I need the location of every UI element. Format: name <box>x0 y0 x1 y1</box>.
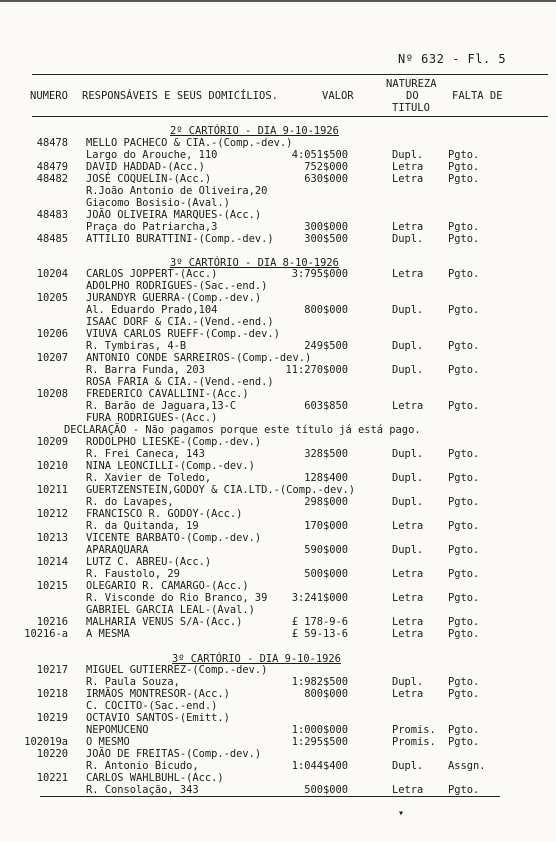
table-row <box>0 664 556 676</box>
cell-num: 48479 <box>36 161 68 173</box>
table-row <box>0 436 556 448</box>
table-row <box>0 532 556 544</box>
cell-falta: Pgto. <box>448 616 480 628</box>
cell-val: 170$000 <box>304 520 348 532</box>
cell-desc: R. Paula Souza, <box>86 676 180 688</box>
cell-val: 1:982$500 <box>291 676 348 688</box>
page-number: Nº 632 - Fl. 5 <box>398 52 507 66</box>
cell-falta: Pgto. <box>448 221 480 233</box>
cell-num: 10219 <box>36 712 68 724</box>
cell-desc: ADOLPHO RODRIGUES-(Sac.-end.) <box>86 280 268 292</box>
cell-desc: JOÃO DE FREITAS-(Comp.-dev.) <box>86 748 262 760</box>
cell-val: 1:295$500 <box>291 736 348 748</box>
cell-num: 10208 <box>36 388 68 400</box>
cell-desc: R. Consolação, 343 <box>86 784 199 796</box>
table-row <box>0 209 556 221</box>
cell-desc: R. Barra Funda, 203 <box>86 364 205 376</box>
cell-desc: VICENTE BARBATO-(Comp.-dev.) <box>86 532 262 544</box>
footer-mark: ▾ <box>398 808 405 819</box>
cell-nat: Letra <box>392 520 424 532</box>
cell-desc: FURA RODRIGUES-(Acc.) <box>86 412 218 424</box>
header-numero: NUMERO <box>30 90 68 102</box>
cell-desc: R. do Lavapes, <box>86 496 174 508</box>
cell-val: 3:241$000 <box>291 592 348 604</box>
cell-desc: MALHARIA VENUS S/A-(Acc.) <box>86 616 243 628</box>
table-row <box>0 412 556 424</box>
section-title: 3º CARTÓRIO - DIA 8-10-1926 <box>170 257 339 269</box>
cell-num: 10218 <box>36 688 68 700</box>
cell-nat: Letra <box>392 400 424 412</box>
cell-desc: R. Tymbiras, 4-B <box>86 340 187 352</box>
table-row <box>0 604 556 616</box>
cell-falta: Pgto. <box>448 628 480 640</box>
cell-desc: MIGUEL GUTIERREZ-(Comp.-dev.) <box>86 664 268 676</box>
cell-desc: ROSA FARIA & CIA.-(Vend.-end.) <box>86 376 274 388</box>
scan-edge-mark <box>0 0 556 8</box>
cell-nat: Promis. <box>392 724 436 736</box>
cell-val: 752$000 <box>304 161 348 173</box>
table-row <box>0 233 556 245</box>
cell-desc: RODOLPHO LIESKE-(Comp.-dev.) <box>86 436 262 448</box>
cell-falta: Pgto. <box>448 496 480 508</box>
cell-falta: Pgto. <box>448 364 480 376</box>
cell-desc: OCTAVIO SANTOS-(Emitt.) <box>86 712 230 724</box>
cell-nat: Dupl. <box>392 448 424 460</box>
cell-nat: Letra <box>392 221 424 233</box>
cell-desc: FREDERICO CAVALLINI-(Acc.) <box>86 388 249 400</box>
cell-val: £ 59-13-6 <box>291 628 348 640</box>
cell-desc: R. Antonio Bicudo, <box>86 760 199 772</box>
table-row <box>0 197 556 209</box>
cell-falta: Pgto. <box>448 520 480 532</box>
cell-num: 48482 <box>36 173 68 185</box>
cell-falta: Pgto. <box>448 736 480 748</box>
table-row <box>0 484 556 496</box>
cell-nat: Dupl. <box>392 760 424 772</box>
cell-falta: Pgto. <box>448 268 480 280</box>
cell-num: 10210 <box>36 460 68 472</box>
cell-nat: Letra <box>392 268 424 280</box>
cell-num: 10216-a <box>24 628 68 640</box>
cell-falta: Pgto. <box>448 784 480 796</box>
table-row <box>0 592 556 604</box>
cell-falta: Pgto. <box>448 448 480 460</box>
cell-num: 10220 <box>36 748 68 760</box>
table-row <box>0 700 556 712</box>
cell-falta: Pgto. <box>448 340 480 352</box>
cell-nat: Dupl. <box>392 364 424 376</box>
cell-nat: Dupl. <box>392 304 424 316</box>
cell-num: 10206 <box>36 328 68 340</box>
cell-desc: A MESMA <box>86 628 130 640</box>
cell-val: 800$000 <box>304 304 348 316</box>
cell-val: 1:000$000 <box>291 724 348 736</box>
cell-val: 328$500 <box>304 448 348 460</box>
table-row <box>0 568 556 580</box>
cell-desc: OLEGARIO R. CAMARGO-(Acc.) <box>86 580 249 592</box>
cell-val: 603$850 <box>304 400 348 412</box>
cell-desc: R. Faustolo, 29 <box>86 568 180 580</box>
cell-desc: Praça do Patriarcha,3 <box>86 221 218 233</box>
cell-falta: Pgto. <box>448 544 480 556</box>
cell-desc: R. Visconde do Rio Branco, 39 <box>86 592 268 604</box>
header-valor: VALOR <box>322 90 354 102</box>
cell-num: 10217 <box>36 664 68 676</box>
cell-nat: Letra <box>392 628 424 640</box>
table-row <box>0 221 556 233</box>
table-row <box>0 340 556 352</box>
cell-num: 10216 <box>36 616 68 628</box>
cell-val: 128$400 <box>304 472 348 484</box>
table-row <box>0 628 556 640</box>
table-row <box>0 724 556 736</box>
table-row <box>0 161 556 173</box>
cell-desc: APARAQUARA <box>86 544 149 556</box>
cell-num: 48485 <box>36 233 68 245</box>
cell-nat: Dupl. <box>392 676 424 688</box>
table-row <box>0 556 556 568</box>
cell-num: 102019a <box>24 736 68 748</box>
cell-desc: R. da Quitanda, 19 <box>86 520 199 532</box>
table-row <box>0 352 556 364</box>
cell-desc: Giacomo Bosisio-(Aval.) <box>86 197 230 209</box>
table-row <box>0 328 556 340</box>
cell-val: £ 178-9-6 <box>291 616 348 628</box>
cell-nat: Promis. <box>392 736 436 748</box>
cell-nat: Dupl. <box>392 149 424 161</box>
cell-desc: ANTONIO CONDE SARREIROS-(Comp.-dev.) <box>86 352 312 364</box>
cell-falta: Pgto. <box>448 173 480 185</box>
cell-num: 48483 <box>36 209 68 221</box>
cell-desc: JURANDYR GUERRA-(Comp.-dev.) <box>86 292 262 304</box>
cell-val: 300$500 <box>304 233 348 245</box>
table-row <box>0 520 556 532</box>
header-rule-bottom <box>32 116 548 117</box>
cell-desc: ATTILIO BURATTINI-(Comp.-dev.) <box>86 233 274 245</box>
cell-nat: Letra <box>392 568 424 580</box>
table-row <box>0 316 556 328</box>
table-row <box>0 280 556 292</box>
table-row <box>0 580 556 592</box>
cell-nat: Letra <box>392 592 424 604</box>
cell-desc: JOÃO OLIVEIRA MARQUES-(Acc.) <box>86 209 262 221</box>
table-row <box>0 676 556 688</box>
section-title: 2º CARTÓRIO - DIA 9-10-1926 <box>170 125 339 137</box>
table-row <box>0 185 556 197</box>
cell-falta: Pgto. <box>448 149 480 161</box>
cell-falta: Pgto. <box>448 400 480 412</box>
cell-desc: NINA LEONCILLI-(Comp.-dev.) <box>86 460 255 472</box>
table-row <box>0 712 556 724</box>
cell-num: 10213 <box>36 532 68 544</box>
cell-desc: R. Xavier de Toledo, <box>86 472 212 484</box>
cell-num: 10209 <box>36 436 68 448</box>
cell-desc: FRANCISCO R. GODOY-(Acc.) <box>86 508 243 520</box>
cell-nat: Letra <box>392 688 424 700</box>
cell-desc: R. Frei Caneca, 143 <box>86 448 205 460</box>
cell-desc: LUTZ C. ABREU-(Acc.) <box>86 556 212 568</box>
table-row <box>0 544 556 556</box>
cell-num: 10211 <box>36 484 68 496</box>
table-row <box>0 424 556 436</box>
cell-falta: Pgto. <box>448 688 480 700</box>
cell-nat: Dupl. <box>392 544 424 556</box>
cell-desc: GUERTZENSTEIN,GODOY & CIA.LTD.-(Comp.-dev.) <box>86 484 355 496</box>
table-row <box>0 472 556 484</box>
cell-falta: Pgto. <box>448 676 480 688</box>
cell-num: 48478 <box>36 137 68 149</box>
cell-val: 800$000 <box>304 688 348 700</box>
cell-num: 10205 <box>36 292 68 304</box>
cell-desc: MELLO PACHECO & CIA.-(Comp.-dev.) <box>86 137 293 149</box>
cell-num: 10212 <box>36 508 68 520</box>
table-row <box>0 460 556 472</box>
cell-desc: CARLOS WAHLBUHL-(Acc.) <box>86 772 224 784</box>
cell-num: 10214 <box>36 556 68 568</box>
table-row <box>0 784 556 796</box>
cell-desc: NEPOMUCENO <box>86 724 149 736</box>
table-row <box>0 496 556 508</box>
cell-desc: O MESMO <box>86 736 130 748</box>
cell-falta: Pgto. <box>448 161 480 173</box>
table-row <box>0 364 556 376</box>
cell-num: 10221 <box>36 772 68 784</box>
cell-nat: Dupl. <box>392 472 424 484</box>
cell-falta: Pgto. <box>448 592 480 604</box>
table-row <box>0 268 556 280</box>
cell-falta: Assgn. <box>448 760 486 772</box>
table-row <box>0 616 556 628</box>
cell-nat: Letra <box>392 173 424 185</box>
cell-nat: Dupl. <box>392 233 424 245</box>
cell-desc: ISAAC DORF & CIA.-(Vend.-end.) <box>86 316 274 328</box>
cell-num: 10207 <box>36 352 68 364</box>
header-natureza-3: TITULO <box>392 102 430 114</box>
cell-nat: Letra <box>392 784 424 796</box>
cell-falta: Pgto. <box>448 472 480 484</box>
header-natureza-1: NATUREZA <box>386 78 437 90</box>
cell-desc: CARLOS JOPPERT-(Acc.) <box>86 268 218 280</box>
cell-val: 3:795$000 <box>291 268 348 280</box>
cell-falta: Pgto. <box>448 724 480 736</box>
cell-val: 11:270$000 <box>285 364 348 376</box>
cell-nat: Letra <box>392 161 424 173</box>
cell-falta: Pgto. <box>448 304 480 316</box>
cell-val: 298$000 <box>304 496 348 508</box>
header-falta: FALTA DE <box>452 90 503 102</box>
table-row <box>0 772 556 784</box>
cell-val: 4:051$500 <box>291 149 348 161</box>
table-row <box>0 736 556 748</box>
cell-falta: Pgto. <box>448 233 480 245</box>
cell-desc: C. COCITO-(Sac.-end.) <box>86 700 218 712</box>
cell-nat: Dupl. <box>392 340 424 352</box>
table-row <box>0 748 556 760</box>
cell-desc: Largo do Arouche, 110 <box>86 149 218 161</box>
cell-desc: JOSÉ COQUELIN-(Acc.) <box>86 173 212 185</box>
cell-desc: GABRIEL GARCIA LEAL-(Aval.) <box>86 604 255 616</box>
table-row <box>0 376 556 388</box>
header-rule-top <box>32 74 548 75</box>
table-row <box>0 388 556 400</box>
footer-rule <box>40 796 500 797</box>
cell-desc: IRMÃOS MONTRESOR-(Acc.) <box>86 688 230 700</box>
table-row <box>0 173 556 185</box>
table-row <box>0 760 556 772</box>
table-row <box>0 292 556 304</box>
cell-val: 300$000 <box>304 221 348 233</box>
cell-falta: Pgto. <box>448 568 480 580</box>
section-title: 3º CARTÓRIO - DIA 9-10-1926 <box>172 653 341 665</box>
cell-desc: R. Barão de Jaguara,13-C <box>86 400 237 412</box>
table-row <box>0 400 556 412</box>
table-row <box>0 149 556 161</box>
cell-desc: VIUVA CARLOS RUEFF-(Comp.-dev.) <box>86 328 280 340</box>
header-natureza-2: DO <box>406 90 419 102</box>
table-row <box>0 508 556 520</box>
table-row <box>0 448 556 460</box>
cell-val: 500$000 <box>304 784 348 796</box>
cell-val: 630$000 <box>304 173 348 185</box>
cell-val: 590$000 <box>304 544 348 556</box>
cell-nat: Letra <box>392 616 424 628</box>
cell-num: 10204 <box>36 268 68 280</box>
table-row <box>0 688 556 700</box>
cell-val: 1:044$400 <box>291 760 348 772</box>
cell-val: 500$000 <box>304 568 348 580</box>
table-row <box>0 137 556 149</box>
header-responsaveis: RESPONSÁVEIS E SEUS DOMICÍLIOS. <box>82 90 278 102</box>
cell-num: 10215 <box>36 580 68 592</box>
cell-desc: Al. Eduardo Prado,104 <box>86 304 218 316</box>
cell-nat: Dupl. <box>392 496 424 508</box>
table-row <box>0 304 556 316</box>
cell-val: 249$500 <box>304 340 348 352</box>
cell-desc: DECLARAÇÃO - Não pagamos porque este título já está pago. <box>64 424 421 436</box>
cell-desc: DAVID HADDAD-(Acc.) <box>86 161 205 173</box>
cell-desc: R.João Antonio de Oliveira,20 <box>86 185 268 197</box>
